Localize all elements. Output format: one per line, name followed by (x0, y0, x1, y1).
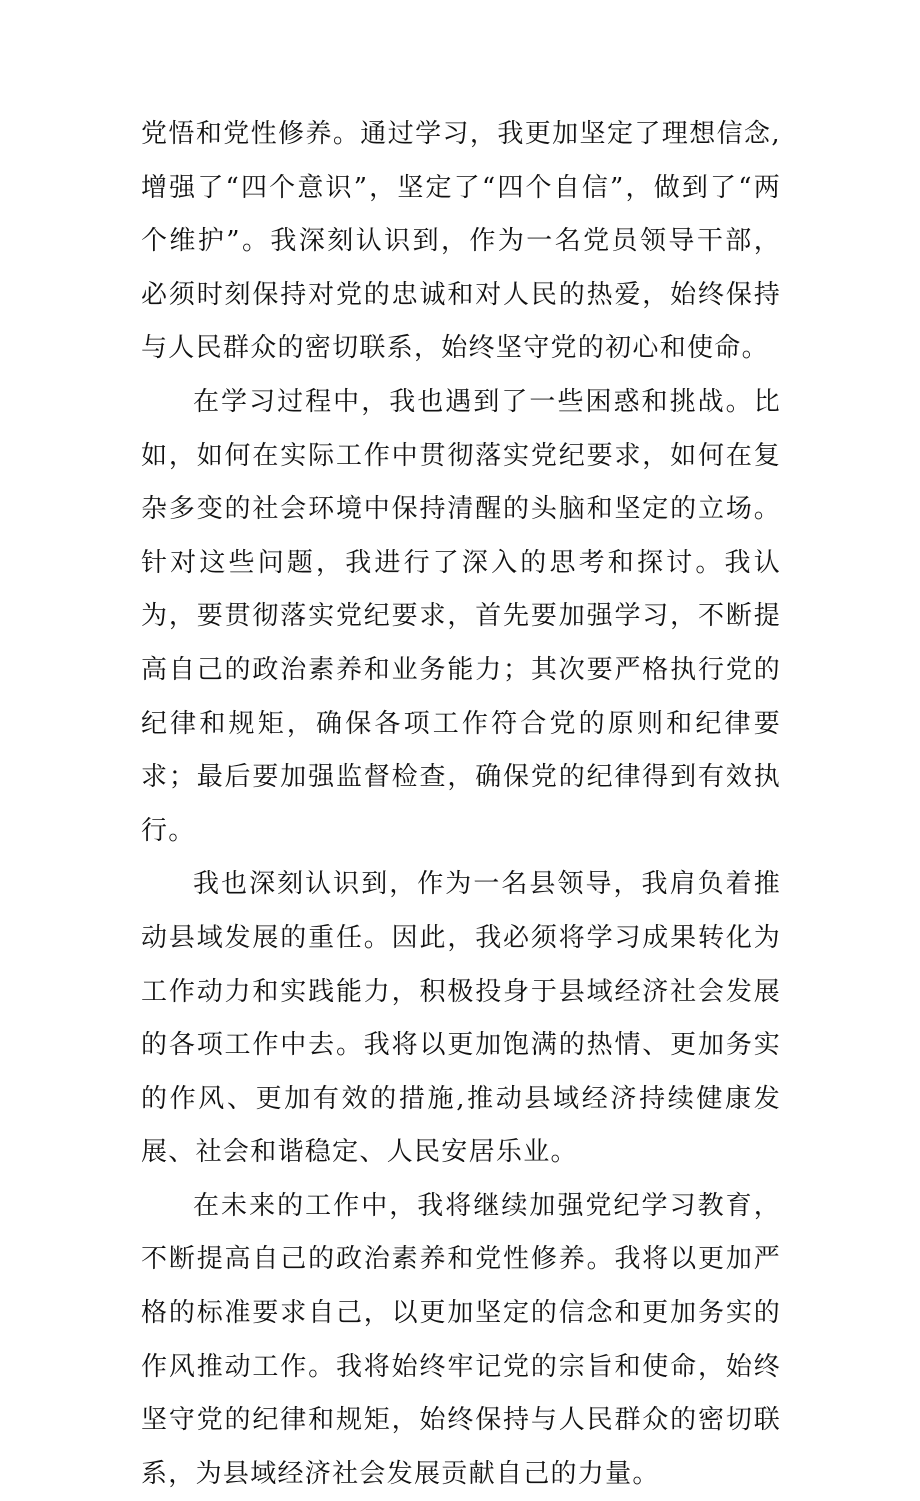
paragraph: 在学习过程中，我也遇到了一些困惑和挑战。比如，如何在实际工作中贯彻落实党纪要求，如何在复杂多变的社会环境中保持清醒的头脑和坚定的立场。针对这些问题，我进行了深入的思考和探讨。我认为，要贯彻落实党纪要求，首先要加强学习，不断提高自己的政治素养和业务能力；其次要严格执行党的纪律和规矩，确保各项工作符合党的原则和纪律要求；最后要加强监督检查，确保党的纪律得到有效执行。 (141, 386, 781, 846)
paragraph: 在未来的工作中，我将继续加强党纪学习教育，不断提高自己的政治素养和党性修养。我将以更加严格的标准要求自己，以更加坚定的信念和更加务实的作风推动工作。我将始终牢记党的宗旨和使命，始终坚守党的纪律和规矩，始终保持与人民群众的密切联系，为县域经济社会发展贡献自己的力量。 (141, 1190, 781, 1489)
paragraph: 我也深刻认识到，作为一名县领导，我肩负着推动县域发展的重任。因此，我必须将学习成果转化为工作动力和实践能力，积极投身于县域经济社会发展的各项工作中去。我将以更加饱满的热情、更加务实的作风、更加有效的措施,推动县域经济持续健康发展、社会和谐稳定、人民安居乐业。 (141, 869, 781, 1168)
paragraph-continuation: 党悟和党性修养。通过学习，我更加坚定了理想信念,增强了“四个意识”，坚定了“四个自信”，做到了“两个维护”。我深刻认识到，作为一名党员领导干部，必须时刻保持对党的忠诚和对人民的热爱，始终保持与人民群众的密切联系，始终坚守党的初心和使命。 (141, 119, 781, 364)
document-body (141, 108, 781, 1501)
